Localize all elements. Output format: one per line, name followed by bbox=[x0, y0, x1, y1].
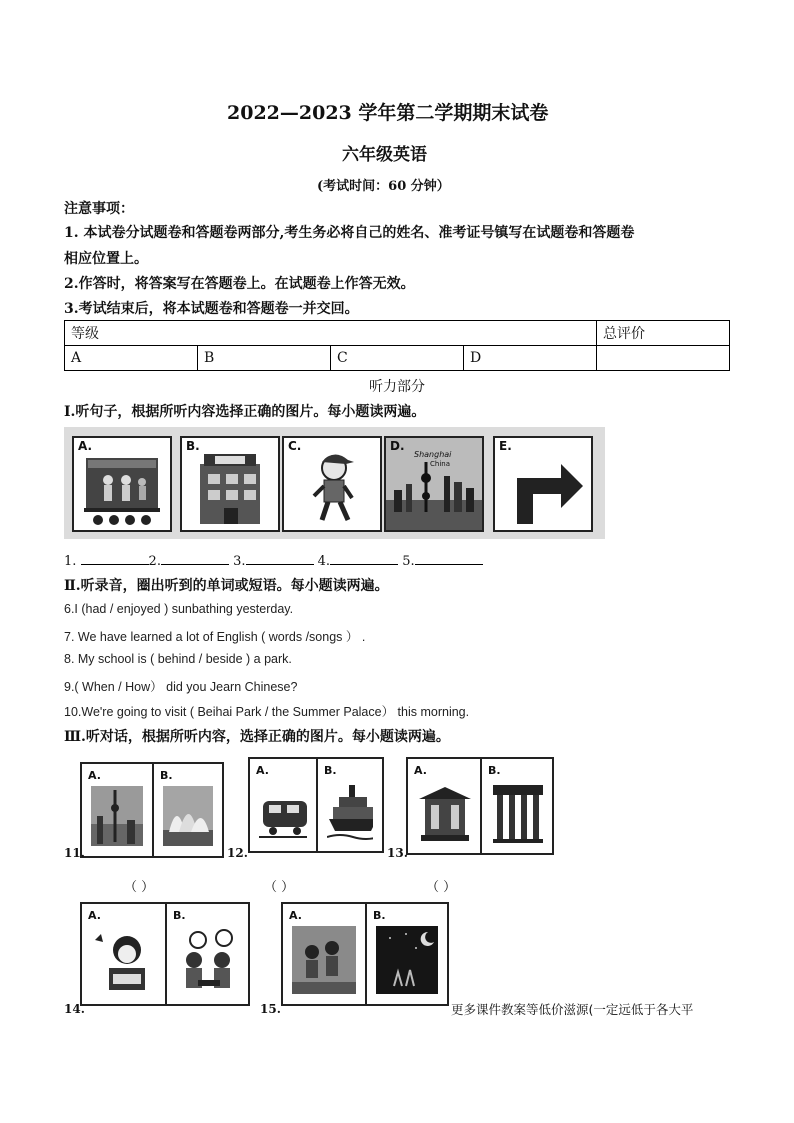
option-label: B. bbox=[324, 764, 337, 777]
blank-label: 2. bbox=[148, 554, 161, 569]
answer-blank[interactable] bbox=[246, 552, 314, 565]
answer-blank[interactable] bbox=[81, 552, 149, 565]
picture-c bbox=[282, 436, 382, 532]
item-14-pictures bbox=[80, 902, 250, 1006]
option-label: A. bbox=[256, 764, 269, 777]
train-icon bbox=[259, 781, 307, 841]
option-b[interactable] bbox=[480, 759, 552, 853]
option-b[interactable] bbox=[316, 759, 382, 851]
picture-label: B. bbox=[186, 439, 200, 453]
option-a[interactable] bbox=[82, 764, 152, 856]
grade-cell-a: A bbox=[65, 346, 198, 371]
note-item-3: 3.考试结束后，将本试题卷和答题卷一并交回。 bbox=[64, 301, 359, 317]
picture-caption: Shanghai bbox=[414, 450, 452, 459]
picture-label: A. bbox=[78, 439, 93, 453]
note-item-2: 2.作答时，将答案写在答题卷上。在试题卷上作答无效。 bbox=[64, 276, 415, 292]
city-tower-icon bbox=[91, 786, 143, 846]
item-11-number: 11. bbox=[64, 846, 85, 860]
option-label: A. bbox=[414, 764, 427, 777]
option-a[interactable] bbox=[82, 904, 165, 1004]
picture-e bbox=[493, 436, 593, 532]
grade-header: 等级 bbox=[65, 321, 597, 346]
stage-performance-icon bbox=[74, 438, 170, 530]
exam-time: (考试时间：60 分钟） bbox=[317, 179, 450, 194]
item-15-number: 15. bbox=[260, 1002, 281, 1016]
option-label: A. bbox=[88, 769, 101, 782]
question-6: 6.I (had / enjoyed ) sunbathing yesterday. bbox=[64, 602, 294, 616]
exam-title: 2022—2023 学年第二学期期末试卷 bbox=[227, 102, 549, 124]
girl-reading-icon bbox=[91, 926, 156, 994]
item-13-number: 13. bbox=[387, 846, 408, 860]
item-12-number: 12. bbox=[227, 846, 248, 860]
blank-label: 3. bbox=[233, 554, 246, 569]
section1-answer-blanks bbox=[64, 552, 483, 569]
option-b[interactable] bbox=[365, 904, 447, 1004]
note-item-1-cont: 相应位置上。 bbox=[64, 251, 148, 267]
item-13-pictures bbox=[406, 757, 554, 855]
people-chatting-icon bbox=[176, 926, 239, 994]
option-label: B. bbox=[488, 764, 501, 777]
option-label: A. bbox=[289, 909, 302, 922]
question-9: 9.( When / How） did you Jearn Chinese? bbox=[64, 680, 298, 694]
listening-heading: 听力部分 bbox=[369, 379, 425, 395]
question-10: 10.We're going to visit ( Beihai Park / the Summer Palace） this morning. bbox=[64, 705, 470, 719]
footer-watermark-text: 更多课件教案等低价滋源(一定远低于各大平 bbox=[451, 1002, 694, 1017]
temple-building-icon bbox=[417, 781, 471, 843]
section2-title: Ⅱ.听录音，圈出听到的单词或短语。每小题读两遍。 bbox=[64, 578, 389, 594]
question-8: 8. My school is ( behind / beside ) a park. bbox=[64, 652, 292, 666]
picture-label: C. bbox=[288, 439, 302, 453]
note-item-1: 1. 本试卷分试题卷和答题卷两部分,考生务必将自己的姓名、准考证号镇写在试题卷和答题卷 bbox=[64, 225, 635, 241]
option-b[interactable] bbox=[165, 904, 248, 1004]
blank-label: 5. bbox=[402, 554, 415, 569]
option-label: A. bbox=[88, 909, 101, 922]
option-label: B. bbox=[160, 769, 173, 782]
notes-heading: 注意事项： bbox=[64, 201, 134, 217]
item-12-answer[interactable]: （ ） bbox=[264, 880, 295, 895]
grade-cell-b: B bbox=[198, 346, 331, 371]
picture-d bbox=[384, 436, 484, 532]
opera-house-icon bbox=[163, 786, 213, 846]
pillared-building-icon bbox=[491, 781, 543, 843]
item-11-answer[interactable]: （ ） bbox=[124, 880, 155, 895]
grade-cell-c: C bbox=[331, 346, 464, 371]
option-a[interactable] bbox=[250, 759, 316, 851]
option-label: B. bbox=[173, 909, 186, 922]
blank-label: 1. bbox=[64, 554, 77, 569]
item-14-number: 14. bbox=[64, 1002, 85, 1016]
picture-label: D. bbox=[390, 439, 405, 453]
answer-blank[interactable] bbox=[330, 552, 398, 565]
turn-right-arrow-icon bbox=[495, 438, 591, 530]
question-7: 7. We have learned a lot of English ( words /songs ） . bbox=[64, 630, 366, 644]
exam-subject: 六年级英语 bbox=[342, 145, 427, 165]
ship-icon bbox=[327, 781, 373, 841]
item-15-pictures bbox=[281, 902, 449, 1006]
boy-walking-icon bbox=[284, 438, 380, 530]
shanghai-skyline-icon bbox=[386, 438, 482, 530]
picture-a bbox=[72, 436, 172, 532]
answer-blank[interactable] bbox=[161, 552, 229, 565]
blank-label: 4. bbox=[317, 554, 331, 569]
option-a[interactable] bbox=[408, 759, 480, 853]
item-12-pictures bbox=[248, 757, 384, 853]
section1-title: I.听句子，根据所听内容选择正确的图片。每小题读两遍。 bbox=[64, 404, 426, 420]
item-13-answer[interactable]: （ ） bbox=[426, 880, 457, 895]
hotel-icon bbox=[182, 438, 278, 530]
option-b[interactable] bbox=[152, 764, 222, 856]
grade-table bbox=[64, 320, 730, 371]
option-a[interactable] bbox=[283, 904, 365, 1004]
option-label: B. bbox=[373, 909, 386, 922]
picture-caption: China bbox=[430, 460, 450, 468]
grade-cell-d: D bbox=[464, 346, 597, 371]
answer-blank[interactable] bbox=[415, 552, 483, 565]
night-sky-icon bbox=[376, 926, 438, 994]
children-playing-icon bbox=[292, 926, 356, 994]
total-eval-cell bbox=[597, 346, 730, 371]
picture-b bbox=[180, 436, 280, 532]
total-eval-header: 总评价 bbox=[597, 321, 730, 346]
section3-title: Ⅲ.听对话，根据所听内容，选择正确的图片。每小题读两遍。 bbox=[64, 729, 450, 745]
item-11-pictures bbox=[80, 762, 224, 858]
picture-label: E. bbox=[499, 439, 512, 453]
